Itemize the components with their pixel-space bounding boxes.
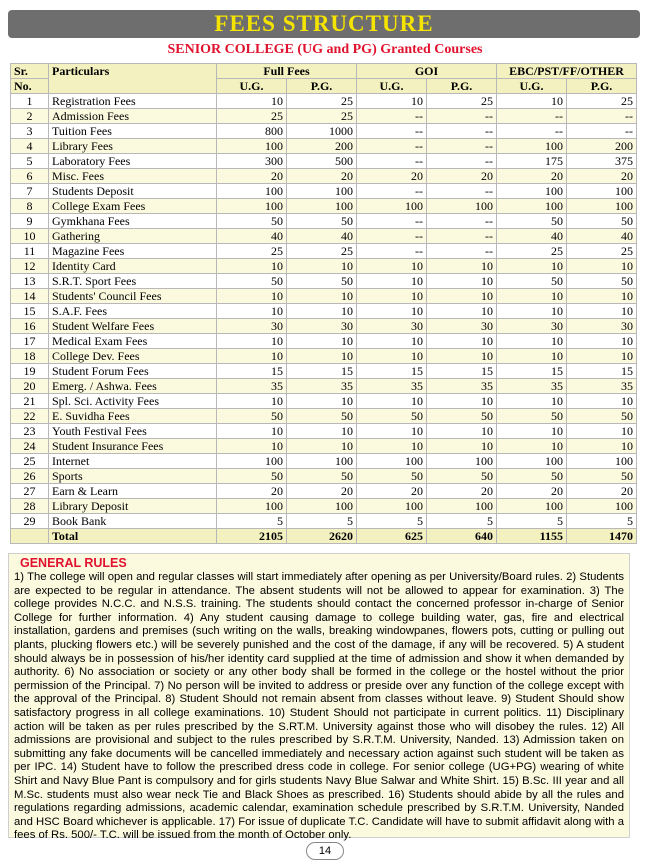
- goi-pg-cell: 10: [427, 349, 497, 364]
- ebc-ug-cell: 40: [497, 229, 567, 244]
- ebc-ug-cell: 100: [497, 199, 567, 214]
- total-ebc-pg: 1470: [567, 529, 637, 544]
- goi-pg-cell: --: [427, 139, 497, 154]
- header-full-pg: P.G.: [287, 79, 357, 94]
- particulars-cell: Book Bank: [49, 514, 217, 529]
- table-row: [11, 214, 637, 229]
- particulars-cell: Library Deposit: [49, 499, 217, 514]
- ebc-pg-cell: --: [567, 109, 637, 124]
- ebc-ug-cell: 100: [497, 499, 567, 514]
- particulars-cell: Gathering: [49, 229, 217, 244]
- particulars-cell: Spl. Sci. Activity Fees: [49, 394, 217, 409]
- sr-cell: 24: [11, 439, 49, 454]
- full-pg-cell: 25: [287, 94, 357, 109]
- full-ug-cell: 35: [217, 379, 287, 394]
- full-ug-cell: 20: [217, 484, 287, 499]
- full-ug-cell: 800: [217, 124, 287, 139]
- sr-cell: 11: [11, 244, 49, 259]
- total-ebc-ug: 1155: [497, 529, 567, 544]
- ebc-pg-cell: 10: [567, 439, 637, 454]
- header-goi-pg: P.G.: [427, 79, 497, 94]
- goi-pg-cell: --: [427, 184, 497, 199]
- goi-ug-cell: 10: [357, 94, 427, 109]
- goi-pg-cell: 5: [427, 514, 497, 529]
- goi-pg-cell: 30: [427, 319, 497, 334]
- sr-cell: 12: [11, 259, 49, 274]
- table-row: [11, 244, 637, 259]
- table-row: [11, 259, 637, 274]
- goi-pg-cell: 10: [427, 334, 497, 349]
- ebc-pg-cell: 5: [567, 514, 637, 529]
- goi-pg-cell: 100: [427, 454, 497, 469]
- page-subtitle: SENIOR COLLEGE (UG and PG) Granted Courses: [167, 42, 483, 57]
- goi-pg-cell: 100: [427, 199, 497, 214]
- page-title: FEES STRUCTURE: [214, 11, 434, 36]
- full-pg-cell: 50: [287, 469, 357, 484]
- sr-cell: 20: [11, 379, 49, 394]
- goi-pg-cell: 20: [427, 169, 497, 184]
- goi-ug-cell: 10: [357, 394, 427, 409]
- ebc-ug-cell: 30: [497, 319, 567, 334]
- ebc-ug-cell: 10: [497, 394, 567, 409]
- ebc-ug-cell: --: [497, 109, 567, 124]
- sr-cell: 2: [11, 109, 49, 124]
- particulars-cell: S.A.F. Fees: [49, 304, 217, 319]
- particulars-cell: Students Deposit: [49, 184, 217, 199]
- sr-cell: 27: [11, 484, 49, 499]
- goi-ug-cell: 100: [357, 499, 427, 514]
- ebc-pg-cell: 40: [567, 229, 637, 244]
- table-row: [11, 229, 637, 244]
- sr-cell: 16: [11, 319, 49, 334]
- header-particulars: Particulars: [49, 64, 217, 94]
- sr-cell: 22: [11, 409, 49, 424]
- sr-cell: 3: [11, 124, 49, 139]
- ebc-ug-cell: 10: [497, 94, 567, 109]
- ebc-pg-cell: 100: [567, 454, 637, 469]
- goi-pg-cell: --: [427, 214, 497, 229]
- full-ug-cell: 100: [217, 454, 287, 469]
- full-pg-cell: 10: [287, 394, 357, 409]
- full-ug-cell: 10: [217, 289, 287, 304]
- ebc-ug-cell: --: [497, 124, 567, 139]
- sr-cell: 1: [11, 94, 49, 109]
- ebc-pg-cell: 100: [567, 499, 637, 514]
- sr-cell: 8: [11, 199, 49, 214]
- table-row: [11, 184, 637, 199]
- table-row: [11, 499, 637, 514]
- sr-cell: 15: [11, 304, 49, 319]
- particulars-cell: Identity Card: [49, 259, 217, 274]
- ebc-ug-cell: 25: [497, 244, 567, 259]
- sr-cell: 23: [11, 424, 49, 439]
- particulars-cell: Medical Exam Fees: [49, 334, 217, 349]
- table-row: [11, 514, 637, 529]
- goi-pg-cell: 15: [427, 364, 497, 379]
- ebc-pg-cell: 100: [567, 199, 637, 214]
- ebc-pg-cell: 10: [567, 259, 637, 274]
- full-pg-cell: 50: [287, 274, 357, 289]
- header-goi-ug: U.G.: [357, 79, 427, 94]
- table-row: [11, 319, 637, 334]
- full-ug-cell: 30: [217, 319, 287, 334]
- table-row: [11, 379, 637, 394]
- goi-ug-cell: 5: [357, 514, 427, 529]
- ebc-ug-cell: 10: [497, 439, 567, 454]
- full-ug-cell: 300: [217, 154, 287, 169]
- ebc-pg-cell: 10: [567, 349, 637, 364]
- sr-cell: 29: [11, 514, 49, 529]
- table-row: [11, 94, 637, 109]
- ebc-ug-cell: 50: [497, 274, 567, 289]
- table-row: [11, 409, 637, 424]
- total-goi-pg: 640: [427, 529, 497, 544]
- full-ug-cell: 100: [217, 199, 287, 214]
- total-label: Total: [49, 529, 217, 544]
- full-ug-cell: 50: [217, 409, 287, 424]
- goi-ug-cell: 10: [357, 289, 427, 304]
- goi-pg-cell: --: [427, 124, 497, 139]
- particulars-cell: Registration Fees: [49, 94, 217, 109]
- ebc-ug-cell: 10: [497, 424, 567, 439]
- full-pg-cell: 100: [287, 199, 357, 214]
- total-full-pg: 2620: [287, 529, 357, 544]
- full-ug-cell: 5: [217, 514, 287, 529]
- ebc-ug-cell: 50: [497, 409, 567, 424]
- sr-cell: 18: [11, 349, 49, 364]
- sr-cell: 13: [11, 274, 49, 289]
- sr-cell: 21: [11, 394, 49, 409]
- ebc-pg-cell: 375: [567, 154, 637, 169]
- ebc-ug-cell: 100: [497, 139, 567, 154]
- full-pg-cell: 25: [287, 109, 357, 124]
- full-pg-cell: 10: [287, 334, 357, 349]
- fees-table: [10, 63, 637, 544]
- header-ebc-ug: U.G.: [497, 79, 567, 94]
- table-row: [11, 274, 637, 289]
- goi-pg-cell: 10: [427, 439, 497, 454]
- goi-ug-cell: 15: [357, 364, 427, 379]
- ebc-pg-cell: 20: [567, 484, 637, 499]
- goi-ug-cell: --: [357, 124, 427, 139]
- particulars-cell: Student Insurance Fees: [49, 439, 217, 454]
- table-row: [11, 349, 637, 364]
- full-ug-cell: 10: [217, 424, 287, 439]
- particulars-cell: Laboratory Fees: [49, 154, 217, 169]
- full-pg-cell: 35: [287, 379, 357, 394]
- full-pg-cell: 100: [287, 499, 357, 514]
- particulars-cell: Tuition Fees: [49, 124, 217, 139]
- ebc-ug-cell: 50: [497, 469, 567, 484]
- table-row: [11, 469, 637, 484]
- particulars-cell: Gymkhana Fees: [49, 214, 217, 229]
- ebc-ug-cell: 5: [497, 514, 567, 529]
- full-pg-cell: 100: [287, 184, 357, 199]
- table-row: [11, 124, 637, 139]
- sr-cell: 25: [11, 454, 49, 469]
- goi-ug-cell: 20: [357, 484, 427, 499]
- ebc-pg-cell: 20: [567, 169, 637, 184]
- title-banner: [8, 10, 640, 38]
- full-ug-cell: 15: [217, 364, 287, 379]
- page-number: 14: [306, 842, 344, 860]
- total-full-ug: 2105: [217, 529, 287, 544]
- ebc-pg-cell: 10: [567, 394, 637, 409]
- full-ug-cell: 100: [217, 184, 287, 199]
- particulars-cell: Youth Festival Fees: [49, 424, 217, 439]
- full-pg-cell: 1000: [287, 124, 357, 139]
- full-pg-cell: 15: [287, 364, 357, 379]
- total-row: [11, 529, 637, 544]
- ebc-ug-cell: 100: [497, 454, 567, 469]
- ebc-pg-cell: 50: [567, 469, 637, 484]
- ebc-ug-cell: 100: [497, 184, 567, 199]
- full-pg-cell: 100: [287, 454, 357, 469]
- full-ug-cell: 50: [217, 469, 287, 484]
- particulars-cell: Misc. Fees: [49, 169, 217, 184]
- sr-cell: 17: [11, 334, 49, 349]
- particulars-cell: College Dev. Fees: [49, 349, 217, 364]
- total-sr-cell: [11, 529, 49, 544]
- sr-cell: 28: [11, 499, 49, 514]
- fees-table-body: [11, 94, 637, 529]
- goi-ug-cell: --: [357, 139, 427, 154]
- header-full-ug: U.G.: [217, 79, 287, 94]
- goi-ug-cell: --: [357, 154, 427, 169]
- goi-ug-cell: 10: [357, 424, 427, 439]
- table-row: [11, 109, 637, 124]
- ebc-pg-cell: 30: [567, 319, 637, 334]
- goi-ug-cell: --: [357, 244, 427, 259]
- full-ug-cell: 25: [217, 244, 287, 259]
- ebc-pg-cell: 10: [567, 334, 637, 349]
- sr-cell: 14: [11, 289, 49, 304]
- ebc-pg-cell: 10: [567, 304, 637, 319]
- full-ug-cell: 10: [217, 259, 287, 274]
- goi-ug-cell: 10: [357, 439, 427, 454]
- table-row: [11, 139, 637, 154]
- sr-cell: 26: [11, 469, 49, 484]
- goi-ug-cell: 100: [357, 454, 427, 469]
- particulars-cell: College Exam Fees: [49, 199, 217, 214]
- sr-cell: 6: [11, 169, 49, 184]
- goi-pg-cell: 100: [427, 499, 497, 514]
- full-ug-cell: 50: [217, 274, 287, 289]
- ebc-pg-cell: 10: [567, 424, 637, 439]
- particulars-cell: E. Suvidha Fees: [49, 409, 217, 424]
- full-ug-cell: 20: [217, 169, 287, 184]
- ebc-pg-cell: 10: [567, 289, 637, 304]
- total-goi-ug: 625: [357, 529, 427, 544]
- goi-pg-cell: 10: [427, 424, 497, 439]
- general-rules-title: GENERAL RULES: [20, 556, 127, 570]
- particulars-cell: Earn & Learn: [49, 484, 217, 499]
- sr-cell: 5: [11, 154, 49, 169]
- particulars-cell: S.R.T. Sport Fees: [49, 274, 217, 289]
- header-ebc: EBC/PST/FF/OTHER: [497, 64, 637, 79]
- table-row: [11, 454, 637, 469]
- full-ug-cell: 10: [217, 94, 287, 109]
- table-row: [11, 304, 637, 319]
- ebc-pg-cell: 200: [567, 139, 637, 154]
- particulars-cell: Internet: [49, 454, 217, 469]
- full-pg-cell: 50: [287, 214, 357, 229]
- sr-cell: 4: [11, 139, 49, 154]
- full-ug-cell: 10: [217, 349, 287, 364]
- ebc-ug-cell: 20: [497, 484, 567, 499]
- ebc-pg-cell: 50: [567, 409, 637, 424]
- table-row: [11, 154, 637, 169]
- particulars-cell: Library Fees: [49, 139, 217, 154]
- goi-pg-cell: --: [427, 244, 497, 259]
- goi-ug-cell: 100: [357, 199, 427, 214]
- ebc-pg-cell: 25: [567, 94, 637, 109]
- goi-pg-cell: 10: [427, 304, 497, 319]
- ebc-pg-cell: 50: [567, 214, 637, 229]
- goi-pg-cell: 35: [427, 379, 497, 394]
- full-ug-cell: 10: [217, 334, 287, 349]
- full-ug-cell: 50: [217, 214, 287, 229]
- header-goi: GOI: [357, 64, 497, 79]
- full-pg-cell: 10: [287, 349, 357, 364]
- goi-pg-cell: 10: [427, 394, 497, 409]
- full-pg-cell: 20: [287, 169, 357, 184]
- goi-pg-cell: 50: [427, 409, 497, 424]
- goi-pg-cell: 20: [427, 484, 497, 499]
- sr-cell: 10: [11, 229, 49, 244]
- ebc-ug-cell: 35: [497, 379, 567, 394]
- header-ebc-pg: P.G.: [567, 79, 637, 94]
- particulars-cell: Magazine Fees: [49, 244, 217, 259]
- goi-pg-cell: 50: [427, 469, 497, 484]
- goi-ug-cell: 30: [357, 319, 427, 334]
- particulars-cell: Sports: [49, 469, 217, 484]
- sr-cell: 7: [11, 184, 49, 199]
- full-ug-cell: 10: [217, 439, 287, 454]
- goi-ug-cell: 10: [357, 304, 427, 319]
- general-rules-box: [8, 553, 630, 842]
- goi-ug-cell: --: [357, 109, 427, 124]
- full-ug-cell: 100: [217, 499, 287, 514]
- table-row: [11, 199, 637, 214]
- table-row: [11, 334, 637, 349]
- goi-pg-cell: 25: [427, 94, 497, 109]
- ebc-ug-cell: 10: [497, 289, 567, 304]
- ebc-ug-cell: 20: [497, 169, 567, 184]
- goi-ug-cell: 10: [357, 349, 427, 364]
- table-row: [11, 439, 637, 454]
- full-ug-cell: 40: [217, 229, 287, 244]
- particulars-cell: Student Welfare Fees: [49, 319, 217, 334]
- table-row: [11, 289, 637, 304]
- full-pg-cell: 10: [287, 259, 357, 274]
- table-row: [11, 364, 637, 379]
- ebc-ug-cell: 10: [497, 259, 567, 274]
- table-row: [11, 424, 637, 439]
- goi-ug-cell: 50: [357, 409, 427, 424]
- goi-pg-cell: --: [427, 229, 497, 244]
- full-pg-cell: 500: [287, 154, 357, 169]
- goi-ug-cell: --: [357, 214, 427, 229]
- full-pg-cell: 20: [287, 484, 357, 499]
- header-no: No.: [11, 79, 49, 94]
- full-pg-cell: 10: [287, 289, 357, 304]
- goi-pg-cell: --: [427, 109, 497, 124]
- full-pg-cell: 10: [287, 304, 357, 319]
- full-pg-cell: 50: [287, 409, 357, 424]
- ebc-ug-cell: 10: [497, 349, 567, 364]
- full-ug-cell: 100: [217, 139, 287, 154]
- goi-pg-cell: 10: [427, 274, 497, 289]
- full-pg-cell: 10: [287, 439, 357, 454]
- particulars-cell: Students' Council Fees: [49, 289, 217, 304]
- full-ug-cell: 10: [217, 304, 287, 319]
- goi-ug-cell: 20: [357, 169, 427, 184]
- table-row: [11, 394, 637, 409]
- ebc-ug-cell: 175: [497, 154, 567, 169]
- goi-ug-cell: 10: [357, 274, 427, 289]
- header-full-fees: Full Fees: [217, 64, 357, 79]
- full-pg-cell: 200: [287, 139, 357, 154]
- ebc-pg-cell: 15: [567, 364, 637, 379]
- ebc-ug-cell: 10: [497, 334, 567, 349]
- full-pg-cell: 40: [287, 229, 357, 244]
- particulars-cell: Emerg. / Ashwa. Fees: [49, 379, 217, 394]
- table-row: [11, 484, 637, 499]
- full-pg-cell: 25: [287, 244, 357, 259]
- full-pg-cell: 10: [287, 424, 357, 439]
- goi-ug-cell: 35: [357, 379, 427, 394]
- sr-cell: 19: [11, 364, 49, 379]
- ebc-ug-cell: 50: [497, 214, 567, 229]
- goi-ug-cell: 10: [357, 259, 427, 274]
- goi-pg-cell: --: [427, 154, 497, 169]
- goi-ug-cell: --: [357, 229, 427, 244]
- ebc-pg-cell: 25: [567, 244, 637, 259]
- full-ug-cell: 25: [217, 109, 287, 124]
- goi-pg-cell: 10: [427, 289, 497, 304]
- ebc-pg-cell: 35: [567, 379, 637, 394]
- ebc-pg-cell: 100: [567, 184, 637, 199]
- ebc-ug-cell: 10: [497, 304, 567, 319]
- goi-ug-cell: 10: [357, 334, 427, 349]
- goi-ug-cell: --: [357, 184, 427, 199]
- general-rules-text: 1) The college will open and regular classes will start immediately after opening as per University/Board rules. 2) Students are expected to be regular in attendance. The absent students will not be allowed to appear for examination. 3) The college provides N.C.C. and N.S.S. training. The students should contact the concerned professor in-charge of Senior College for further information. 4) Any student causing damage to college building water, gas, fire and electrical installation, gardens and premises (such writing on the walls, breaking windowpanes, flowers pots, cutting or pulling out plants, plucking flowers etc.) will be severely punished and the cost of the damage, if any will be recovered. 5) A student should always be in possession of his/her identity card supplied at the time of admission and show it when demanded by authority. 6) No association or society or any other body shall be formed in the college or the hostel without the prior permission of the Principal. 7) No person will be invited to address or preside over any function of the college except with the approval of the Principal. 8) Student Should not remain absent from classes without leave. 9) Student Should show satisfactory progress in all college examinations. 10) Student Should not participate in current politics. 11) Disciplinary action will be taken as per rules prescribed by the S.RT.M. University against those who will disobey the rules. 12) All admissions are provisional and subject to the rules prescribed by S.R.T.M. University, Nanded. 13) Admission taken on submitting any fake documents will be cancelled immediately and necessary action against such student will be taken as per IPC. 14) Student have to follow the prescribed dress code in college. For senior college (UG+PG) wearing of white Shirt and Navy Blue Pant is compulsory and for girls students Navy Blue Salwar and White Shirt. 15) B.Sc. III year and all M.Sc. students must also wear neck Tie and Black Shoes as prescribed. 16) Students should abide by all the rules and regulations regarding admissions, academic calendar, examination schedule prescribed by S.R.T.M. University, Nanded and HSC Board whichever is applicable. 17) For issue of duplicate T.C. Candidate will have to submit affidavit along with a fees of Rs. 500/- T.C. will be issued from the month of October only.: [14, 571, 624, 842]
- goi-ug-cell: 50: [357, 469, 427, 484]
- full-ug-cell: 10: [217, 394, 287, 409]
- particulars-cell: Student Forum Fees: [49, 364, 217, 379]
- header-sr: Sr.: [11, 64, 49, 79]
- ebc-pg-cell: --: [567, 124, 637, 139]
- sr-cell: 9: [11, 214, 49, 229]
- goi-pg-cell: 10: [427, 259, 497, 274]
- ebc-ug-cell: 15: [497, 364, 567, 379]
- particulars-cell: Admission Fees: [49, 109, 217, 124]
- table-row: [11, 169, 637, 184]
- full-pg-cell: 5: [287, 514, 357, 529]
- full-pg-cell: 30: [287, 319, 357, 334]
- ebc-pg-cell: 50: [567, 274, 637, 289]
